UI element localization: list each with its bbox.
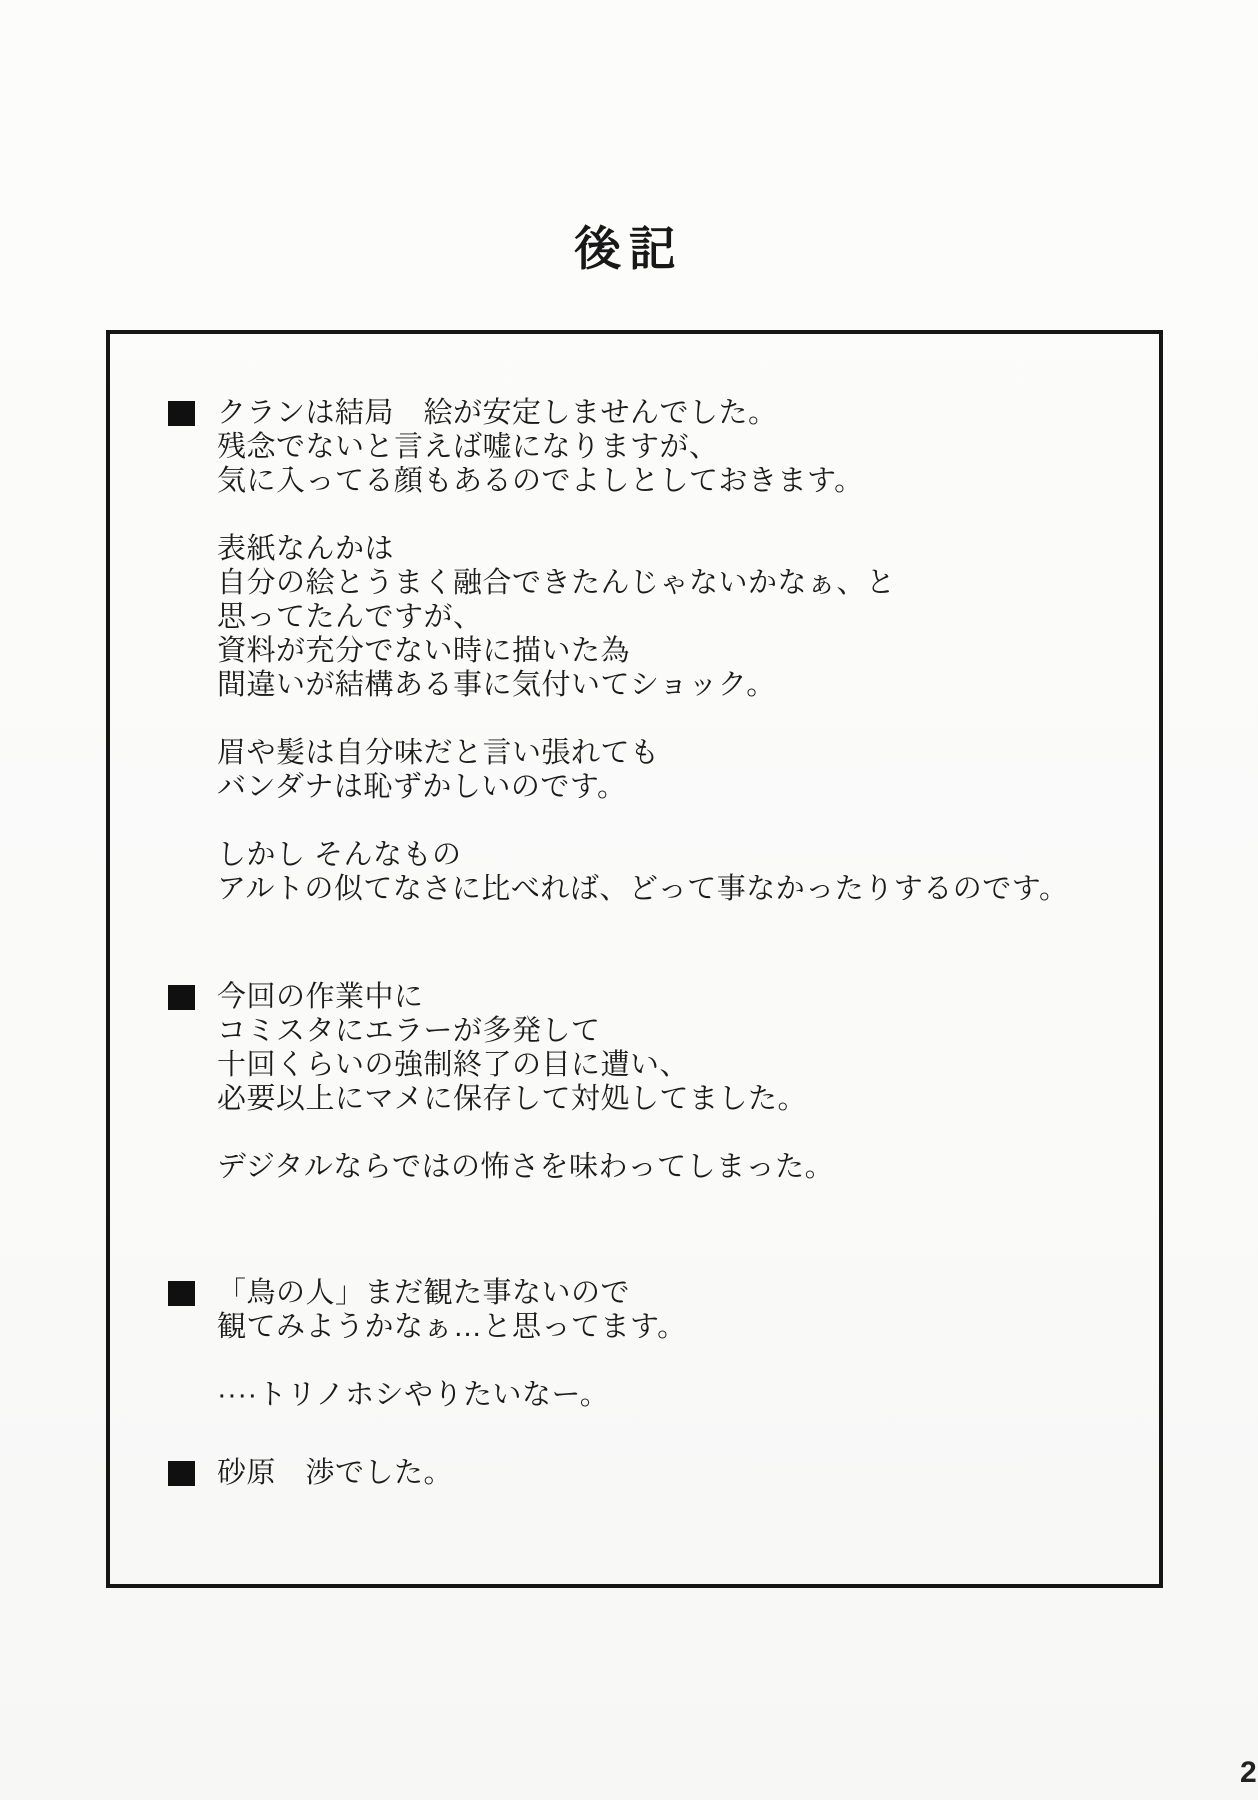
page-title: 後記 bbox=[574, 222, 684, 275]
text-line: 眉や髪は自分味だと言い張れても bbox=[217, 737, 660, 769]
paragraph bbox=[217, 838, 1068, 906]
section-text bbox=[217, 980, 834, 1184]
text-line: 気に入ってる顔もあるのでよしとしておきます。 bbox=[217, 465, 864, 497]
text-line: ····トリノホシやりたいなー。 bbox=[217, 1379, 610, 1411]
text-line: 自分の絵とうまく融合できたんじゃないかなぁ、と bbox=[217, 567, 896, 599]
black-square-bullet-icon bbox=[168, 401, 195, 426]
text-line: 今回の作業中に bbox=[217, 981, 424, 1013]
text-line: 間違いが結構ある事に気付いてショック。 bbox=[217, 669, 776, 701]
text-line: 砂原 渉でした。 bbox=[217, 1457, 454, 1489]
text-line: 思ってたんですが、 bbox=[217, 601, 483, 633]
afterword-section bbox=[168, 1276, 1131, 1412]
paragraph bbox=[217, 736, 1068, 804]
page-number: 2 bbox=[1240, 1756, 1257, 1789]
section-text bbox=[217, 1456, 453, 1490]
afterword-box bbox=[106, 330, 1163, 1588]
text-line: デジタルならではの怖さを味わってしまった。 bbox=[217, 1151, 835, 1183]
black-square-bullet-icon bbox=[168, 985, 195, 1010]
text-line: 観てみようかなぁ…と思ってます。 bbox=[217, 1311, 687, 1343]
text-line: コミスタにエラーが多発して bbox=[217, 1015, 601, 1047]
paragraph bbox=[217, 1378, 687, 1412]
text-line: 十回くらいの強制終了の目に遭い、 bbox=[217, 1049, 690, 1081]
text-line: 資料が充分でない時に描いた為 bbox=[217, 635, 631, 667]
black-square-bullet-icon bbox=[168, 1281, 195, 1306]
paragraph bbox=[217, 1276, 687, 1344]
text-line: しかし そんなもの bbox=[217, 839, 462, 871]
text-line: 表紙なんかは bbox=[217, 533, 395, 565]
afterword-section bbox=[168, 396, 1131, 906]
afterword-section bbox=[168, 980, 1131, 1184]
text-line: アルトの似てなさに比べれば、どって事なかったりするのです。 bbox=[217, 873, 1069, 905]
text-line: 必要以上にマメに保存して対処してました。 bbox=[217, 1083, 808, 1115]
section-text bbox=[217, 396, 1068, 906]
section-text bbox=[217, 1276, 687, 1412]
paragraph bbox=[217, 532, 1068, 702]
text-line: クランは結局 絵が安定しませんでした。 bbox=[217, 397, 778, 429]
paragraph bbox=[217, 1456, 453, 1490]
text-line: バンダナは恥ずかしいのです。 bbox=[217, 771, 627, 803]
black-square-bullet-icon bbox=[168, 1461, 195, 1486]
afterword-section bbox=[168, 1456, 1131, 1490]
text-line: 残念でないと言えば嘘になりますが、 bbox=[217, 431, 719, 463]
paragraph bbox=[217, 396, 1068, 498]
paragraph bbox=[217, 1150, 834, 1184]
text-line: 「鳥の人」まだ観た事ないので bbox=[217, 1277, 631, 1309]
paragraph bbox=[217, 980, 834, 1116]
